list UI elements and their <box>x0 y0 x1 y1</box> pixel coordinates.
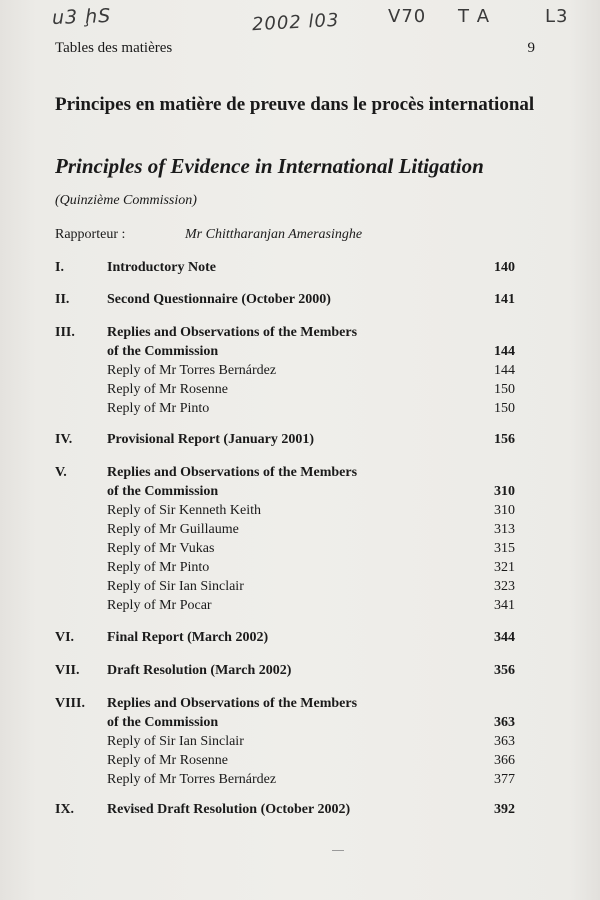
toc-entry: Reply of Sir Ian Sinclair <box>107 579 244 594</box>
toc-entry: Reply of Mr Pinto <box>107 560 210 575</box>
section-title: Replies and Observations of the Members <box>107 465 358 480</box>
toc-entry-page: 144 <box>494 363 515 378</box>
toc-entry-page: 310 <box>494 503 515 518</box>
toc-entry: Reply of Mr Guillaume <box>107 522 239 537</box>
page-mark <box>332 850 344 851</box>
section-page: 156 <box>494 432 515 447</box>
toc-entry: Reply of Mr Torres Bernárdez <box>107 772 277 787</box>
toc-entry-page: 315 <box>494 541 515 556</box>
section-title: Introductory Note <box>107 260 217 275</box>
section-number: VII. <box>55 663 80 678</box>
handwritten-note: L3 <box>545 6 569 27</box>
section-title: Revised Draft Resolution (October 2002) <box>107 802 351 817</box>
title-french: Principes en matière de preuve dans le procès international <box>55 94 535 115</box>
rapporteur-name: Mr Chittharanjan Amerasinghe <box>185 227 363 242</box>
section-number: II. <box>55 292 70 307</box>
toc-entry: Reply of Mr Rosenne <box>107 382 228 397</box>
toc-entry-page: 313 <box>494 522 515 537</box>
section-title: Final Report (March 2002) <box>107 630 269 645</box>
toc-entry-page: 363 <box>494 734 515 749</box>
title-english: Principles of Evidence in International Litigation <box>55 154 484 178</box>
section-title-continued: of the Commission <box>107 344 219 359</box>
section-page: 144 <box>494 344 515 359</box>
toc-entry-page: 150 <box>494 382 515 397</box>
toc-entry: Reply of Mr Rosenne <box>107 753 228 768</box>
section-page: 141 <box>494 292 515 307</box>
running-head <box>55 40 535 57</box>
commission-label: (Quinzième Commission) <box>55 193 197 208</box>
toc-entry-page: 366 <box>494 753 515 768</box>
section-number: IX. <box>55 802 75 817</box>
toc-entry: Reply of Sir Ian Sinclair <box>107 734 244 749</box>
section-number: VI. <box>55 630 75 645</box>
section-title: Provisional Report (January 2001) <box>107 432 315 447</box>
handwritten-note: u3 ḩS <box>51 4 112 30</box>
section-title: Draft Resolution (March 2002) <box>107 663 292 678</box>
page-number: 9 <box>527 40 535 56</box>
rapporteur-label: Rapporteur : <box>55 227 126 242</box>
toc-entry: Reply of Mr Torres Bernárdez <box>107 363 277 378</box>
toc-entry-page: 323 <box>494 579 515 594</box>
section-page: 356 <box>494 663 515 678</box>
section-page: 310 <box>494 484 515 499</box>
section-page: 344 <box>494 630 515 645</box>
handwritten-note: V70 <box>388 6 427 27</box>
section-number: I. <box>55 260 64 275</box>
section-number: VIII. <box>55 696 85 711</box>
toc-entry-page: 341 <box>494 598 515 613</box>
section-number: IV. <box>55 432 73 447</box>
handwritten-note: T A <box>458 6 491 27</box>
handwritten-annotations <box>0 6 600 36</box>
toc-entry: Reply of Sir Kenneth Keith <box>107 503 261 518</box>
section-number: III. <box>55 325 75 340</box>
section-title-continued: of the Commission <box>107 715 219 730</box>
toc-entry: Reply of Mr Pinto <box>107 401 210 416</box>
toc-entry: Reply of Mr Pocar <box>107 598 212 613</box>
rapporteur-line <box>55 227 363 243</box>
section-title: Second Questionnaire (October 2000) <box>107 292 331 307</box>
handwritten-note: 2002 l03 <box>251 9 340 36</box>
toc-entry-page: 150 <box>494 401 515 416</box>
running-head-title: Tables des matières <box>55 40 173 56</box>
section-page: 392 <box>494 802 515 817</box>
toc-entry-page: 377 <box>494 772 515 787</box>
section-page: 140 <box>494 260 515 275</box>
section-title: Replies and Observations of the Members <box>107 696 358 711</box>
section-title: Replies and Observations of the Members <box>107 325 358 340</box>
section-number: V. <box>55 465 67 480</box>
section-page: 363 <box>494 715 515 730</box>
section-title-continued: of the Commission <box>107 484 219 499</box>
toc-entry: Reply of Mr Vukas <box>107 541 215 556</box>
toc-entry-page: 321 <box>494 560 515 575</box>
